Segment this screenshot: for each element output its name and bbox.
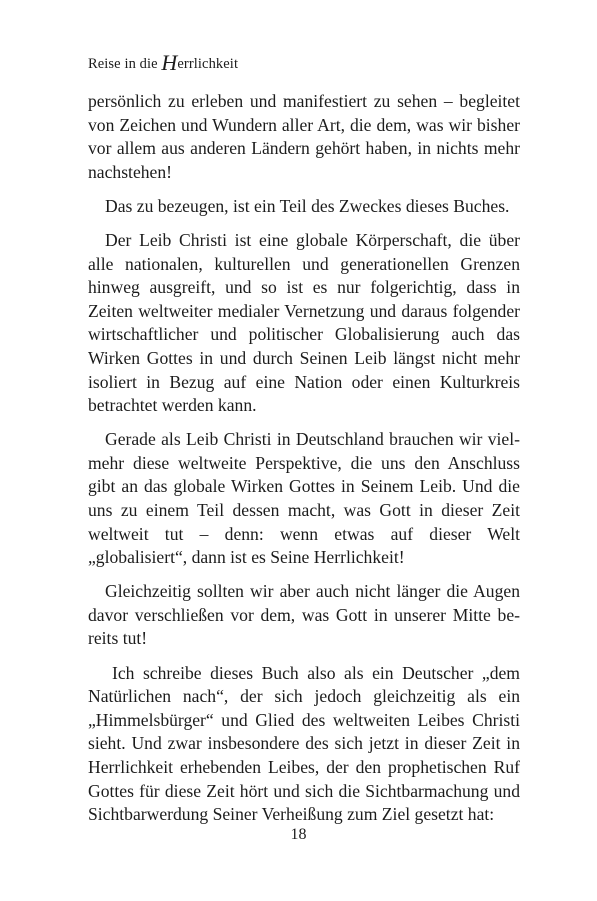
paragraph-2: Das zu bezeugen, ist ein Teil des Zweckes dieses Buches.	[105, 195, 510, 216]
header-script-initial: H	[161, 50, 178, 75]
paragraph-4: Gerade als Leib Christi in Deutschland brauchen wir vielmehr diese weltweite Perspektive, die uns den Anschluss gibt an das globale Wirken Gottes in Seinem Leib. Und die uns zu einem Teil dessen macht, was Gott in dieser Zeit weltweit tut – denn: wenn etwas auf dieser Welt „globalisiert“, dann ist es Seine Herrlichkeit!	[88, 429, 520, 568]
page-number: 18	[290, 826, 307, 843]
header-rest: errlichkeit	[177, 56, 239, 72]
paragraph-6: Ich schreibe dieses Buch also als ein Deutscher „dem Natürlichen nach“, der sich jedoch gleichzeitig als ein „Himmelsbürger“ und Glied des weltweiten Leibes Christi sieht. Und zwar insbesondere des sich jetzt in dieser Zeit in Herrlichkeit erhebenden Leibes, der den prophetischen Ruf Gottes für diese Zeit hört und sich die Sichtbarmachung und Sichtbarwerdung Seiner Verheißung zum Ziel gesetzt hat:	[88, 662, 520, 825]
paragraph-3: Der Leib Christi ist eine globale Körperschaft, die über alle nationalen, kulturellen und generationellen Grenzen hinweg ausgreift, und so ist es nur folgerichtig, dass in Zeiten weltweiter medialer Vernetzung und daraus folgender wirtschaftlicher und politischer Globalisierung auch das Wirken Gottes in und durch Seinen Leib längst nicht mehr isoliert in Bezug auf eine Nation oder einen Kulturkreis betrachtet werden kann.	[88, 229, 520, 416]
paragraph-5: Gleichzeitig sollten wir aber auch nicht länger die Augen davor verschließen vor dem, was Gott in unserer Mitte bereits tut!	[88, 581, 520, 649]
paragraph-1: persönlich zu erleben und manifestiert zu sehen – begleitet von Zeichen und Wundern aller Art, die dem, was wir bisher vor allem aus anderen Ländern gehört haben, in nichts mehr nachstehen!	[88, 91, 520, 182]
running-header	[88, 50, 238, 73]
body-text	[88, 90, 520, 837]
header-prefix: Reise in die	[88, 56, 162, 72]
